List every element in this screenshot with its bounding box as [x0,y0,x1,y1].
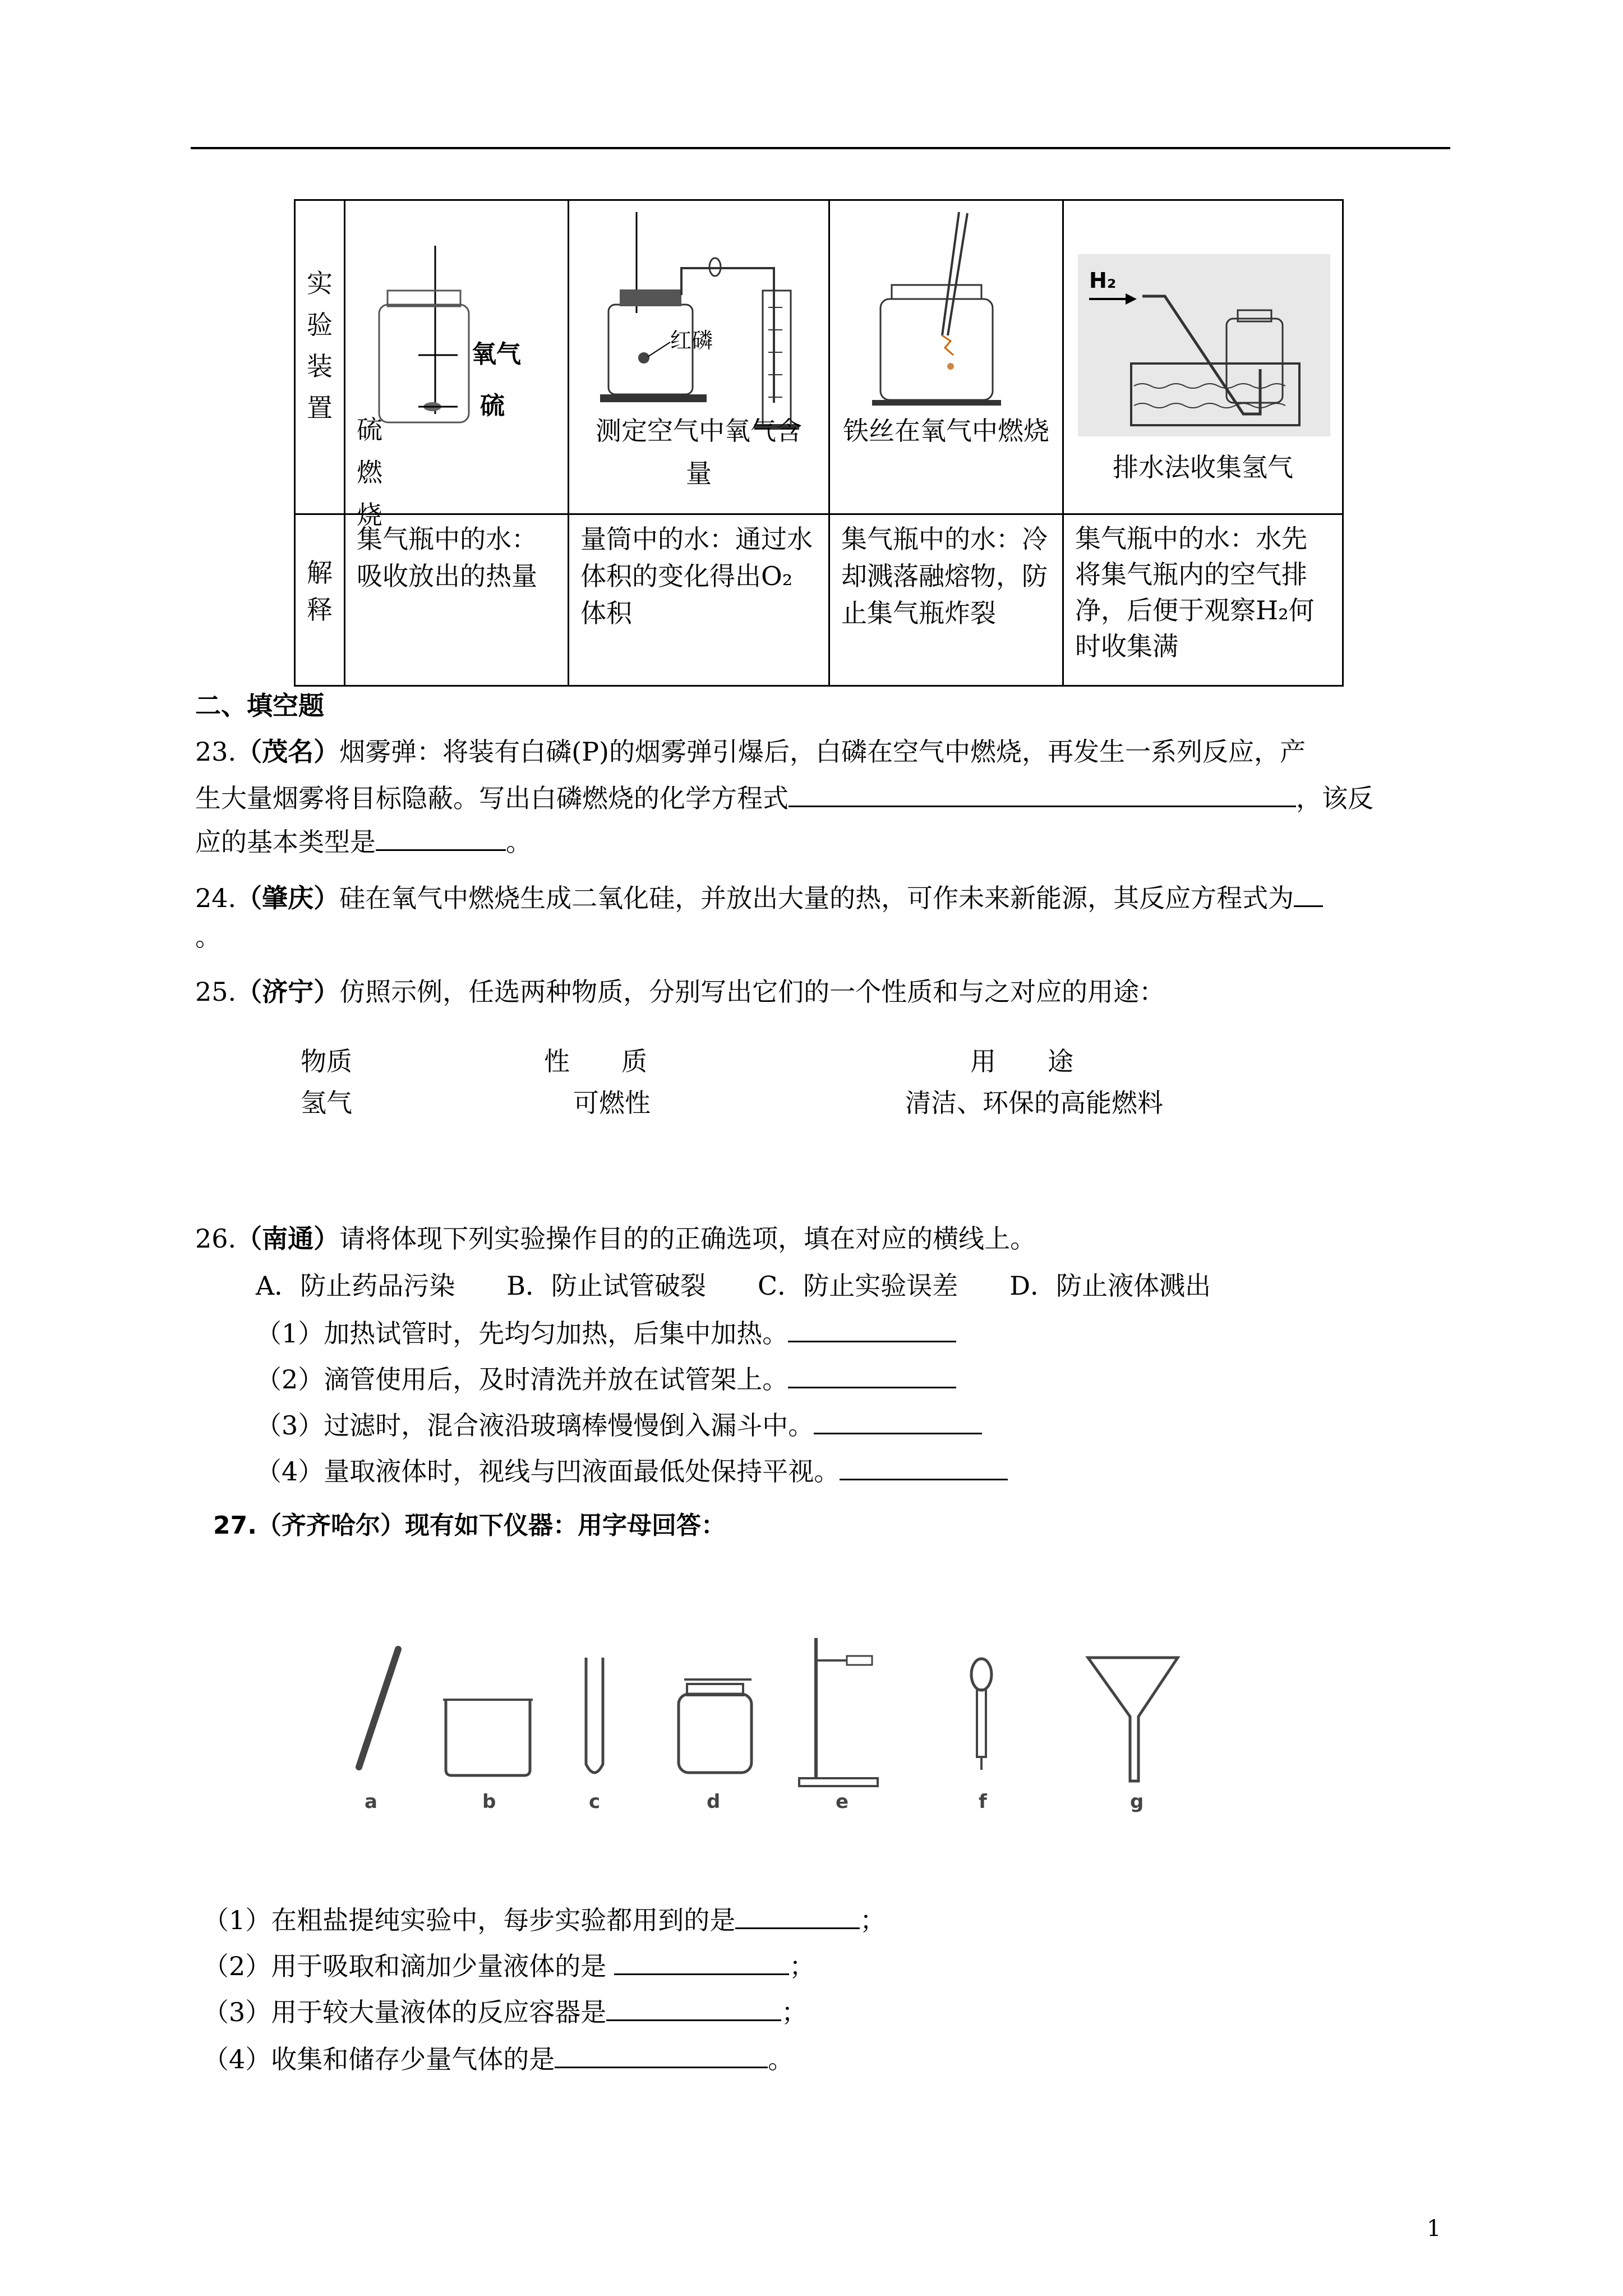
apparatus-red-phosphorus [569,200,829,514]
label-sulfur: 硫 [480,392,505,420]
q23-line3: 应的基本类型是 。 [195,825,532,859]
q26-item-1: （1）加热试管时，先均匀加热，后集中加热。 [256,1316,956,1350]
explain-hydrogen: 集气瓶中的水：水先将集气瓶内的空气排净，后便于观察H₂何时收集满 [1063,514,1343,686]
q25-example-use: 清洁、环保的高能燃料 [905,1088,1163,1118]
caption-oxygen-content: 测定空气中氧气含量 [596,416,802,489]
q24-blank[interactable] [1294,881,1323,907]
q25-example-substance: 氢气 [301,1088,352,1118]
iron-wire-diagram [830,201,1062,504]
q25-example-property: 可燃性 [573,1088,651,1118]
page-number: 1 [1427,2216,1441,2242]
q25-header-substance: 物质 [301,1046,352,1076]
caption-sulfur: 硫燃烧 [357,415,382,530]
q26-blank-3[interactable] [814,1408,982,1434]
q23-line1: 23.（茂名）烟雾弹：将装有白磷(P)的烟雾弹引爆后，白磷在空气中燃烧，再发生一系列反应，产 [195,737,1306,767]
beaker-icon [446,1700,530,1775]
header-rule [191,147,1450,149]
q26-blank-2[interactable] [788,1362,956,1388]
caption-iron-wire: 铁丝在氧气中燃烧 [843,416,1049,446]
q23-equation-blank[interactable] [789,781,1296,807]
apparatus-hydrogen-collection [1063,200,1343,514]
q25-header-property: 性 质 [544,1046,647,1076]
q24-line2: 。 [195,922,221,952]
q26-line1: 26.（南通）请将体现下列实验操作目的的正确选项，填在对应的横线上。 [195,1223,1036,1254]
apparatus-sulfur [345,200,569,530]
caption-hydrogen: 排水法收集氢气 [1113,452,1293,482]
q25-header-use: 用 途 [970,1046,1073,1076]
q23-line2: 生大量烟雾将目标隐蔽。写出白磷燃烧的化学方程式 ，该反 [195,781,1373,815]
q26-item-2: （2）滴管使用后，及时清洗并放在试管架上。 [256,1362,956,1396]
q27-blank-1[interactable] [735,1903,860,1929]
experiment-table [294,199,1344,687]
instrument-label-a: a [365,1791,377,1813]
q26-item-3: （3）过滤时，混合液沿玻璃棒慢慢倒入漏斗中。 [256,1408,982,1442]
instrument-label-f: f [979,1791,987,1813]
dropper-icon [971,1659,992,1690]
instrument-label-d: d [707,1791,721,1813]
label-red-phosphorus: 红磷 [670,328,713,353]
instrument-label-e: e [836,1791,849,1813]
q27-blank-4[interactable] [555,2042,768,2068]
q27-blank-2[interactable] [614,1949,789,1975]
q26-blank-1[interactable] [788,1316,956,1342]
row-header-explain: 解释 [295,514,345,686]
label-oxygen: 氧气 [472,340,521,369]
q27-blank-3[interactable] [606,1995,781,2021]
q26-item-4: （4）量取液体时，视线与凹液面最低处保持平视。 [256,1454,1008,1488]
explain-oxygen-content: 量筒中的水：通过水体积的变化得出O₂体积 [569,514,829,686]
q27-item-1: （1）在粗盐提纯实验中，每步实验都用到的是 ； [203,1903,886,1937]
instruments-figure [348,1627,1211,1818]
apparatus-iron-wire [829,200,1063,514]
section-title: 二、填空题 [195,691,324,721]
instrument-label-c: c [589,1791,601,1813]
q27-item-4: （4）收集和储存少量气体的是 。 [203,2042,794,2076]
q26-options: A．防止药品污染 B．防止试管破裂 C．防止实验误差 D．防止液体溅出 [256,1271,1211,1301]
q27-header: 27.（齐齐哈尔）现有如下仪器：用字母回答： [213,1511,726,1540]
funnel-icon [1088,1658,1178,1781]
row-header-apparatus: 实验装置 [295,200,345,514]
q24-line1: 24.（肇庆）硅在氧气中燃烧生成二氧化硅，并放出大量的热，可作未来新能源，其反应方程式为 [195,881,1323,915]
label-h2: H₂ [1089,268,1117,293]
q27-item-2: （2）用于吸取和滴加少量液体的是 ； [203,1949,815,1983]
q26-blank-4[interactable] [840,1454,1008,1480]
test-tube-icon [586,1658,603,1773]
gas-jar-icon [679,1694,751,1773]
q23-type-blank[interactable] [376,825,506,851]
glass-rod-icon [359,1649,398,1767]
instrument-label-b: b [482,1791,496,1813]
q25-line1: 25.（济宁）仿照示例，任选两种物质，分别写出它们的一个性质和与之对应的用途： [195,977,1165,1007]
instrument-label-g: g [1130,1791,1144,1813]
explain-sulfur: 集气瓶中的水：吸收放出的热量 [345,514,569,686]
explain-iron-wire: 集气瓶中的水：冷却溅落融熔物，防止集气瓶炸裂 [829,514,1063,686]
q27-item-3: （3）用于较大量液体的反应容器是 ； [203,1995,807,2029]
